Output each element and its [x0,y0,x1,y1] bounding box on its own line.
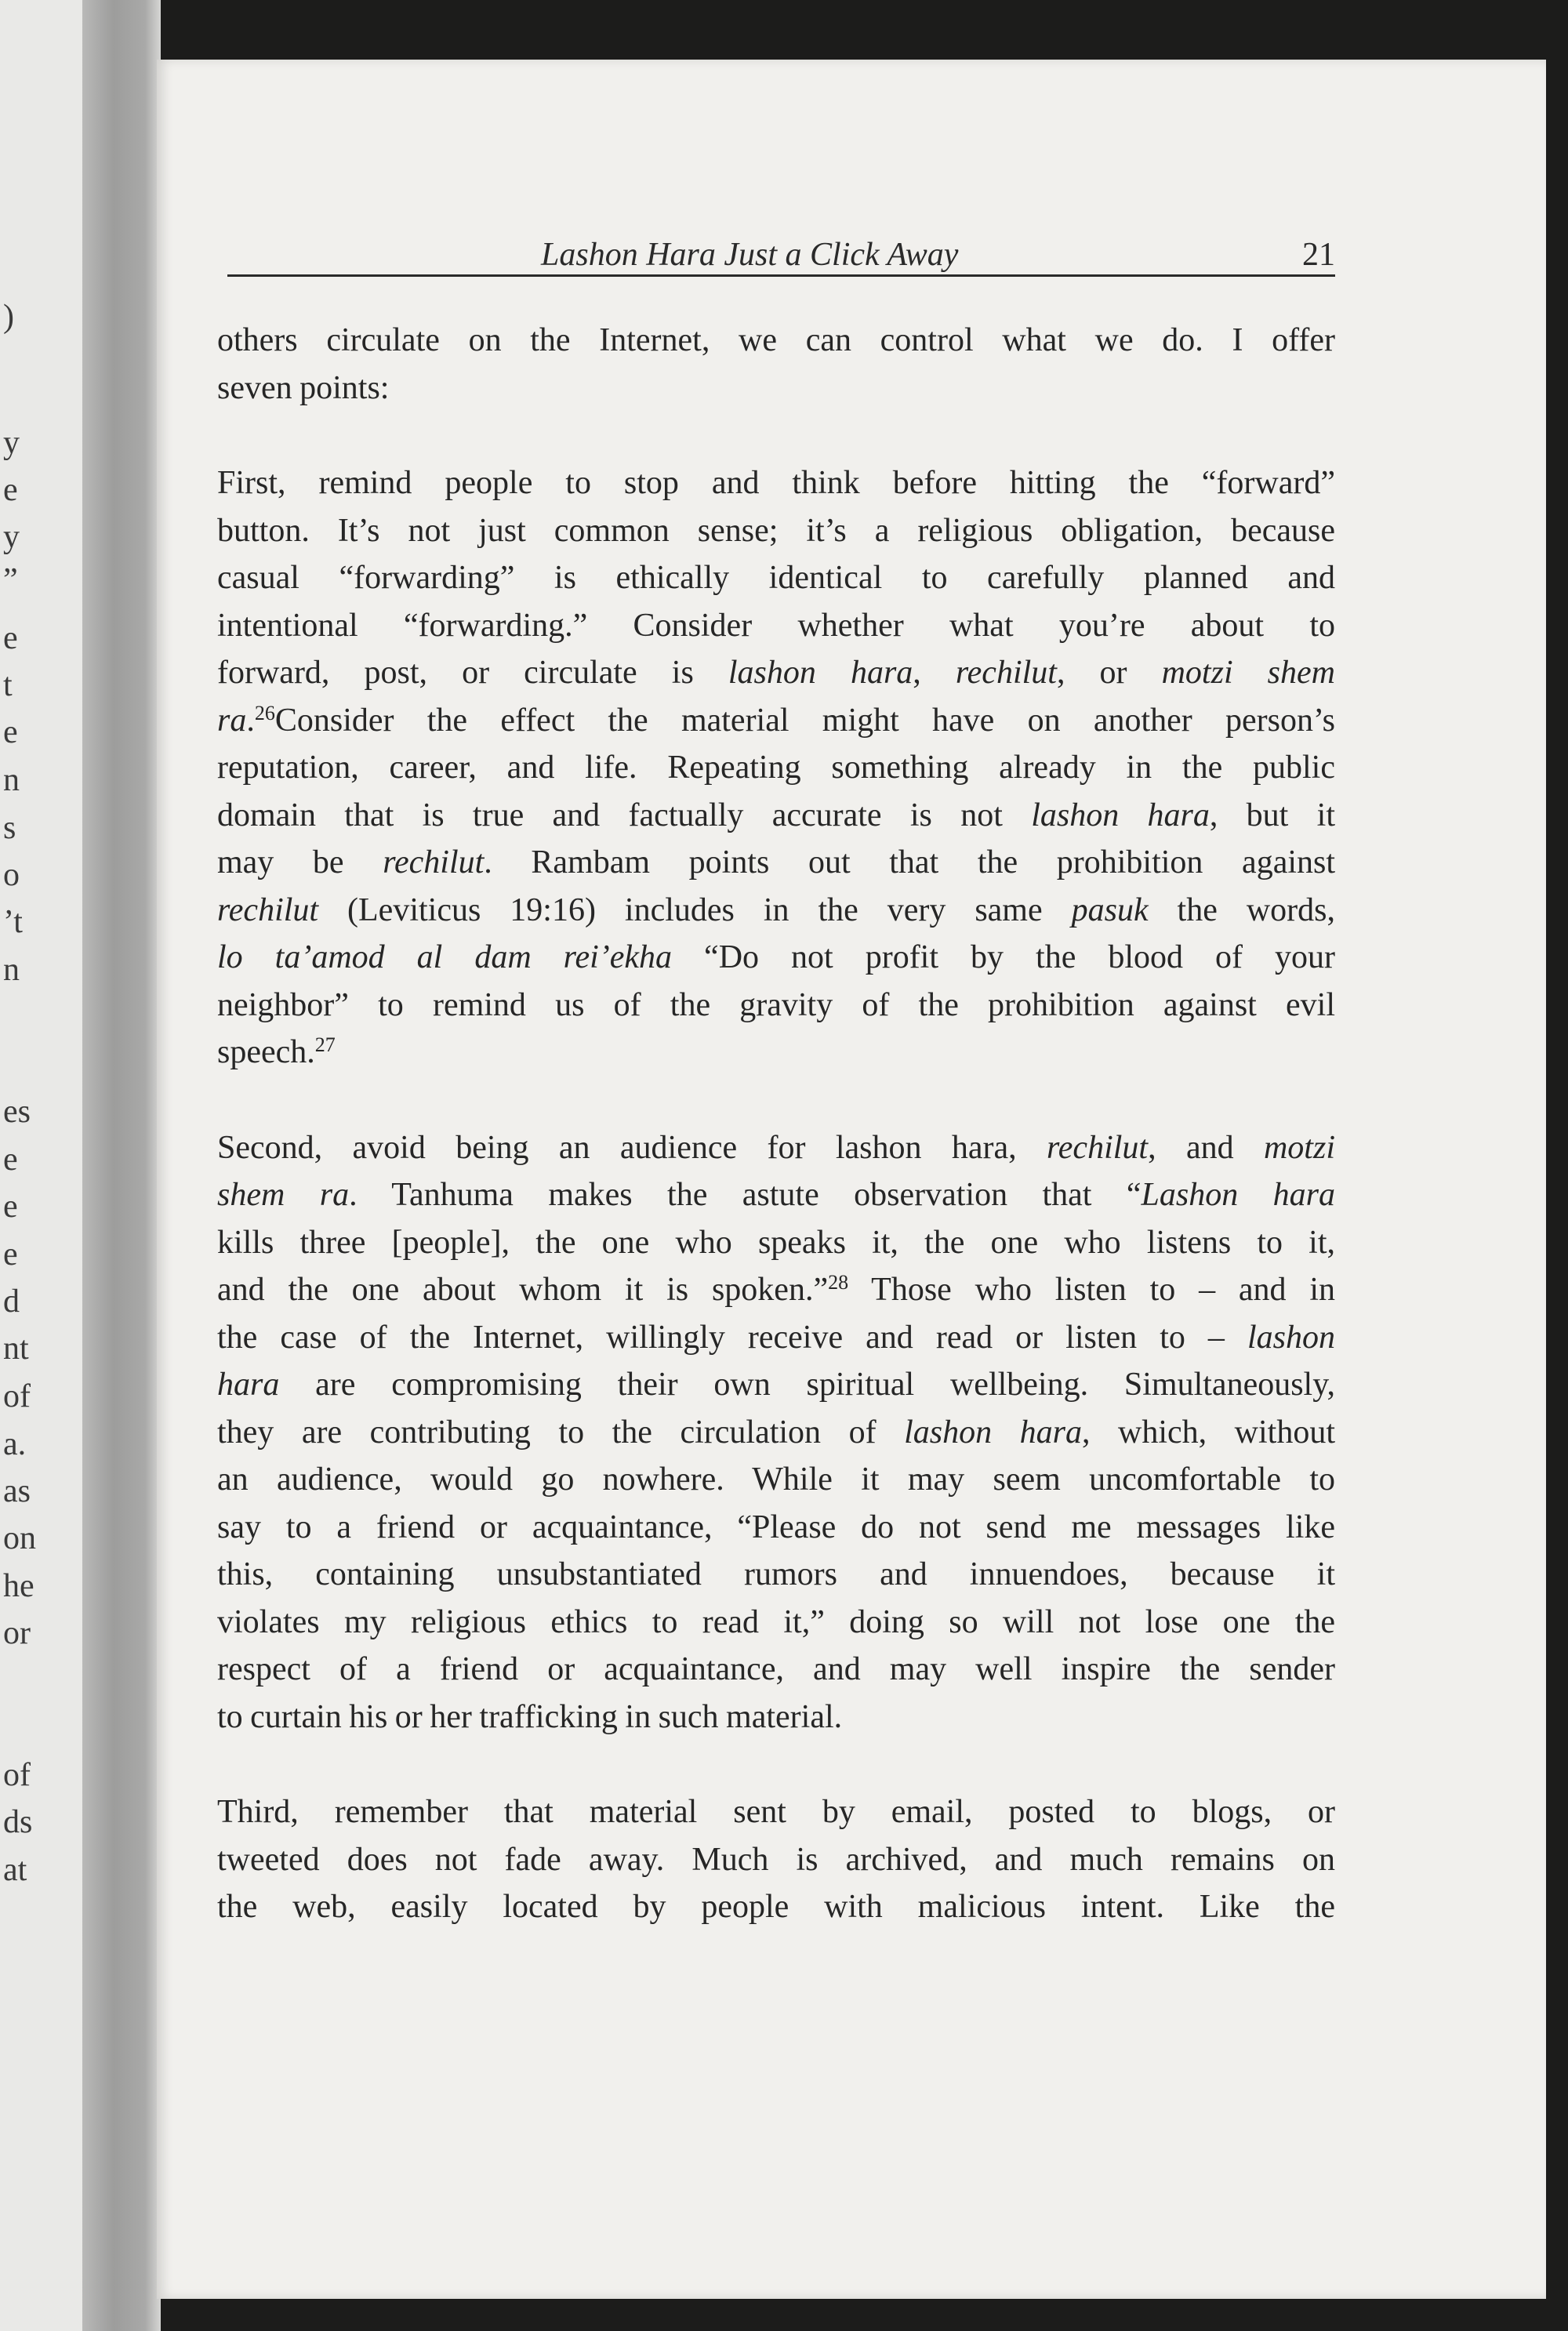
left-page-edge [0,0,94,2331]
italic-term: Lashon hara [1141,1177,1335,1213]
text-run: Second, avoid being an audience for lashon hara, [217,1129,1047,1166]
left-page-text-fragment: n [3,952,20,988]
italic-term: lo ta’amod al dam rei’ekha [217,939,673,975]
text-run: “Do not profit by the blood of your [672,939,1335,975]
text-run: domain that is true and factually accurate is not [217,797,1032,833]
left-page-text-fragment: e [3,1189,18,1225]
running-header [227,235,1335,277]
text-run: kills three [people], the one who speaks it, the one who listens to it, [217,1224,1335,1261]
left-page-text-fragment: e [3,620,18,656]
text-run: . Tanhuma makes the astute observation that “ [349,1177,1142,1213]
left-page-text-fragment: e [3,1236,18,1273]
text-run: violates my religious ethics to read it,” doing so will not lose one the [217,1603,1335,1640]
text-run: forward, post, or circulate is [217,655,728,691]
footnote-marker: 27 [314,1033,336,1056]
text-line [217,649,1335,697]
text-run: say to a friend or acquaintance, “Please do not send me messages like [217,1509,1335,1545]
paragraph [217,459,1335,1077]
text-run: intentional “forwarding.” Consider whether what you’re about to [217,607,1335,644]
text-run: the words, [1148,891,1335,928]
italic-term: rechilut [1047,1129,1149,1166]
italic-term: shem ra [217,1177,350,1213]
text-line [217,1219,1335,1267]
text-line [217,1646,1335,1694]
text-run: the case of the Internet, willingly receive and read or listen to – [217,1319,1247,1356]
text-line [217,1456,1335,1504]
italic-term: rechilut [955,655,1057,691]
text-run: neighbor” to remind us of the gravity of the prohibition against evil [217,986,1335,1023]
text-run: they are contributing to the circulation of [217,1414,905,1451]
text-run: . Rambam points out that the prohibition against [484,844,1336,880]
left-page-text-fragment: t [3,667,13,703]
text-line [217,507,1335,555]
text-run: button. It’s not just common sense; it’s a religious obligation, because [217,512,1335,549]
text-line [217,1883,1335,1931]
left-page-text-fragment: d [3,1284,20,1320]
left-page-text-fragment: or [3,1615,31,1651]
left-page-text-fragment: on [3,1520,36,1556]
text-line [217,744,1335,792]
text-run: casual “forwarding” is ethically identical to carefully planned and [217,560,1335,596]
text-run: reputation, career, and life. Repeating something already in the public [217,750,1335,786]
text-run: to curtain his or her trafficking in such material. [217,1698,843,1735]
left-page-text-fragment: at [3,1852,27,1888]
italic-term: lashon [1247,1319,1335,1356]
italic-term: motzi [1263,1129,1335,1166]
text-line [217,1694,1335,1741]
text-line [217,697,1335,745]
text-run: and the one about whom it is spoken.” [217,1272,829,1308]
footnote-marker: 28 [828,1271,849,1294]
page-number: 21 [1302,237,1335,273]
left-page-text-fragment: n [3,762,20,798]
text-run: , [913,655,956,691]
left-page-text-fragment: as [3,1473,31,1509]
body-text [217,317,1335,1979]
left-page-text-fragment: y [3,519,20,555]
text-run: , which, without [1081,1414,1336,1451]
left-page-text-fragment: s [3,810,16,846]
italic-term: rechilut [383,844,485,880]
text-line [217,1266,1335,1314]
text-line [217,1124,1335,1172]
italic-term: lashon hara [1031,797,1210,833]
text-line [217,982,1335,1029]
italic-term: pasuk [1071,891,1149,928]
text-run: , or [1056,655,1162,691]
text-run: others circulate on the Internet, we can control what we do. I offer [217,322,1335,358]
text-run: this, containing unsubstantiated rumors and innuendoes, because it [217,1556,1335,1592]
text-run: , and [1148,1129,1264,1166]
text-run: seven points: [217,369,390,406]
text-run: tweeted does not fade away. Much is archived, and much remains on [217,1841,1335,1878]
text-line [217,1314,1335,1362]
left-page-text-fragment: o [3,857,20,893]
left-page-text-fragment: he [3,1568,34,1604]
left-page-text-fragment: e [3,472,18,508]
text-run: may be [217,844,383,880]
text-line [217,887,1335,935]
left-page-text-fragment: es [3,1094,31,1130]
text-run: , but it [1209,797,1335,833]
text-line [217,602,1335,650]
text-line [217,365,1335,412]
text-line [217,1788,1335,1836]
text-line [217,1551,1335,1599]
text-run: speech. [217,1034,315,1070]
book-gutter [82,0,161,2331]
text-run: First, remind people to stop and think before hitting the “forward” [217,465,1335,501]
italic-term: hara [217,1367,280,1403]
left-page-text-fragment: ) [3,299,14,335]
text-line [217,317,1335,365]
left-page-text-fragment: e [3,1142,18,1178]
left-page-text-fragment: of [3,1378,31,1414]
text-line [217,554,1335,602]
book-page [157,60,1546,2299]
italic-term: ra [217,702,247,739]
footnote-marker: 26 [254,701,275,724]
left-page-text-fragment: ds [3,1804,33,1840]
text-run: (Leviticus 19:16) includes in the very same [318,891,1072,928]
text-line [217,1599,1335,1647]
running-title: Lashon Hara Just a Click Away [541,237,959,273]
text-line [217,1361,1335,1409]
italic-term: rechilut [217,891,319,928]
italic-term: lashon hara [728,655,913,691]
text-line [217,792,1335,840]
left-page-text-fragment: y [3,425,20,461]
text-line [217,934,1335,982]
left-page-text-fragment: ” [3,562,18,598]
text-run: Third, remember that material sent by email, posted to blogs, or [217,1794,1335,1830]
text-line [217,1504,1335,1552]
italic-term: lashon hara [904,1414,1082,1451]
italic-term: motzi shem [1161,655,1335,691]
left-page-text-fragment: nt [3,1331,29,1367]
left-page-text-fragment: a. [3,1426,27,1462]
text-run: the web, easily located by people with malicious intent. Like the [217,1889,1335,1925]
text-line [217,1171,1335,1219]
text-run: respect of a friend or acquaintance, and may well inspire the sender [217,1651,1335,1687]
text-run: . [246,702,255,739]
text-run: are compromising their own spiritual wellbeing. Simultaneously, [279,1367,1335,1403]
text-run: an audience, would go nowhere. While it may seem uncomfortable to [217,1461,1335,1498]
left-page-text-fragment: ’t [3,904,23,940]
paragraph [217,317,1335,412]
text-run: Consider the effect the material might have on another person’s [274,702,1335,739]
text-line [217,459,1335,507]
text-line [217,1836,1335,1884]
text-run: Those who listen to – and in [848,1272,1336,1308]
text-line [217,839,1335,887]
paragraph [217,1788,1335,1931]
left-page-text-fragment: of [3,1757,31,1793]
left-page-text-fragment: e [3,714,18,750]
text-line [217,1409,1335,1457]
text-line [217,1029,1335,1077]
paragraph [217,1124,1335,1741]
